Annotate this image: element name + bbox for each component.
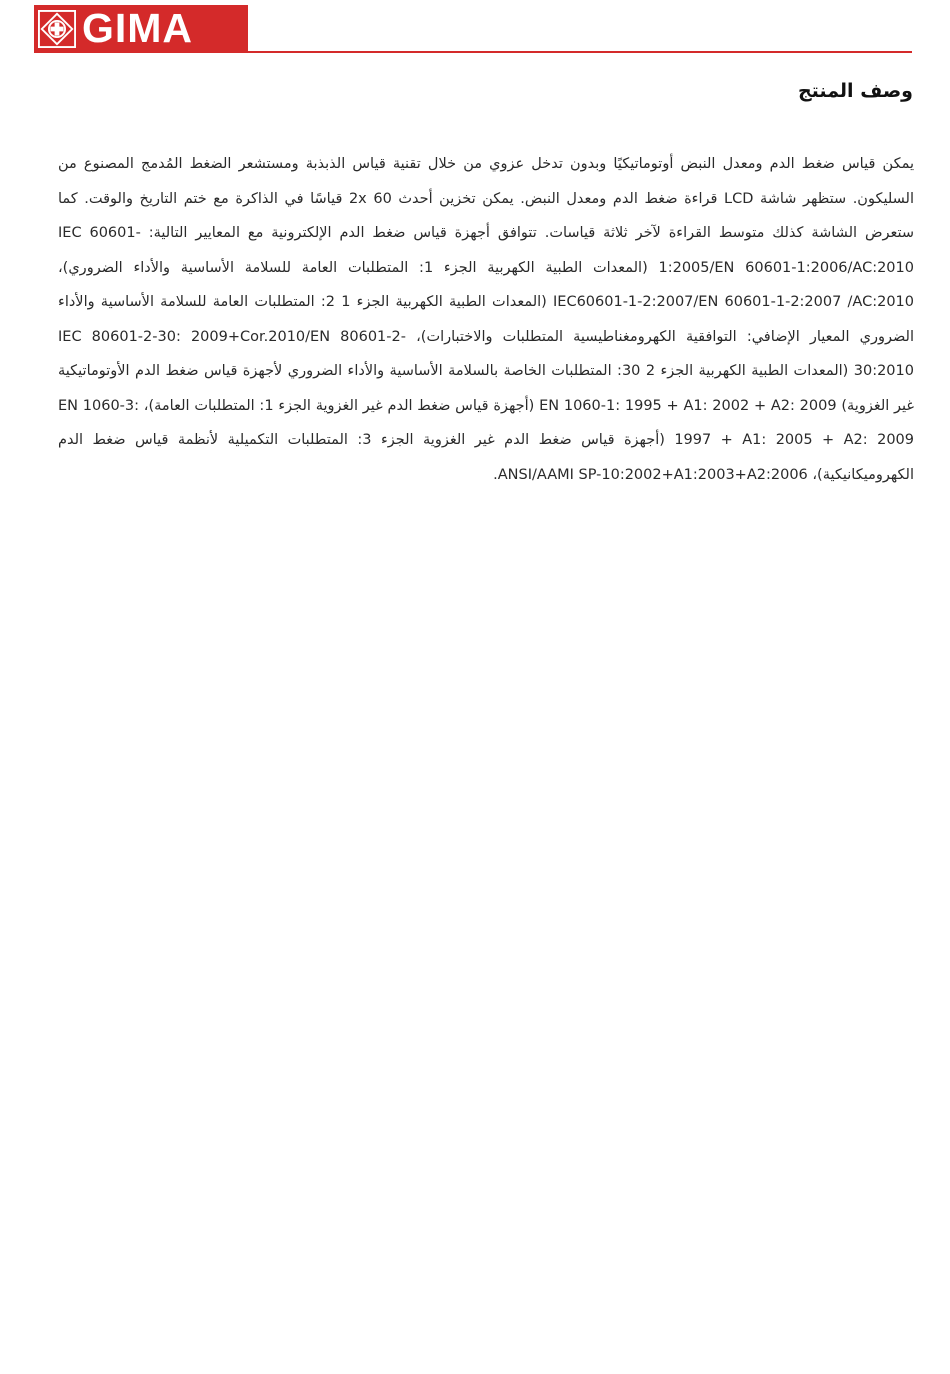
gima-logo xyxy=(34,5,248,52)
logo-wordmark: GIMA xyxy=(82,5,194,51)
product-description-paragraph: يمكن قياس ضغط الدم ومعدل النبض أوتوماتيكيًا وبدون تدخل عزوي من خلال تقنية قياس الذبذبة ومستشعر الضغط المُدمج المصنوع من السليكون. ستظهر شاشة LCD قراءة ضغط الدم ومعدل النبض. يمكن تخزين أحدث 60 2x قياسًا في الذاكرة مع ختم التاريخ والوقت. كما ستعرض الشاشة كذلك متوسط القراءة لآخر ثلاثة قياسات. تتوافق أجهزة قياس ضغط الدم الإلكترونية مع المعايير التالية: IEC 60601-1:2005/EN 60601-1:2006/AC:2010 (المعدات الطبية الكهربية الجزء 1: المتطلبات العامة للسلامة الأساسية والأداء الضروري)، IEC60601-1-2:2007/EN 60601-1-2:2007 /AC:2010 (المعدات الطبية الكهربية الجزء 1 2: المتطلبات العامة للسلامة الأساسية والأداء الضروري المعيار الإضافي: التوافقية الكهرومغناطيسية المتطلبات والاختبارات)، IEC 80601-2-30: 2009+Cor.2010/EN 80601-2-30:2010 (المعدات الطبية الكهربية الجزء 2 30: المتطلبات الخاصة بالسلامة الأساسية والأداء الضروري لأجهزة قياس ضغط الدم الأوتوماتيكية غير الغزوية) EN 1060-1: 1995 + A1: 2002 + A2: 2009 (أجهزة قياس ضغط الدم غير الغزوية الجزء 1: المتطلبات العامة)، EN 1060-3: 1997 + A1: 2005 + A2: 2009 (أجهزة قياس ضغط الدم غير الغزوية الجزء 3: المتطلبات التكميلية لأنظمة قياس ضغط الدم الكهروميكانيكية)، ANSI/AAMI SP-10:2002+A1:2003+A2:2006. xyxy=(58,156,915,483)
gima-emblem-icon xyxy=(38,10,76,48)
header-divider xyxy=(34,51,912,53)
page-title: وصف المنتج xyxy=(797,80,913,102)
